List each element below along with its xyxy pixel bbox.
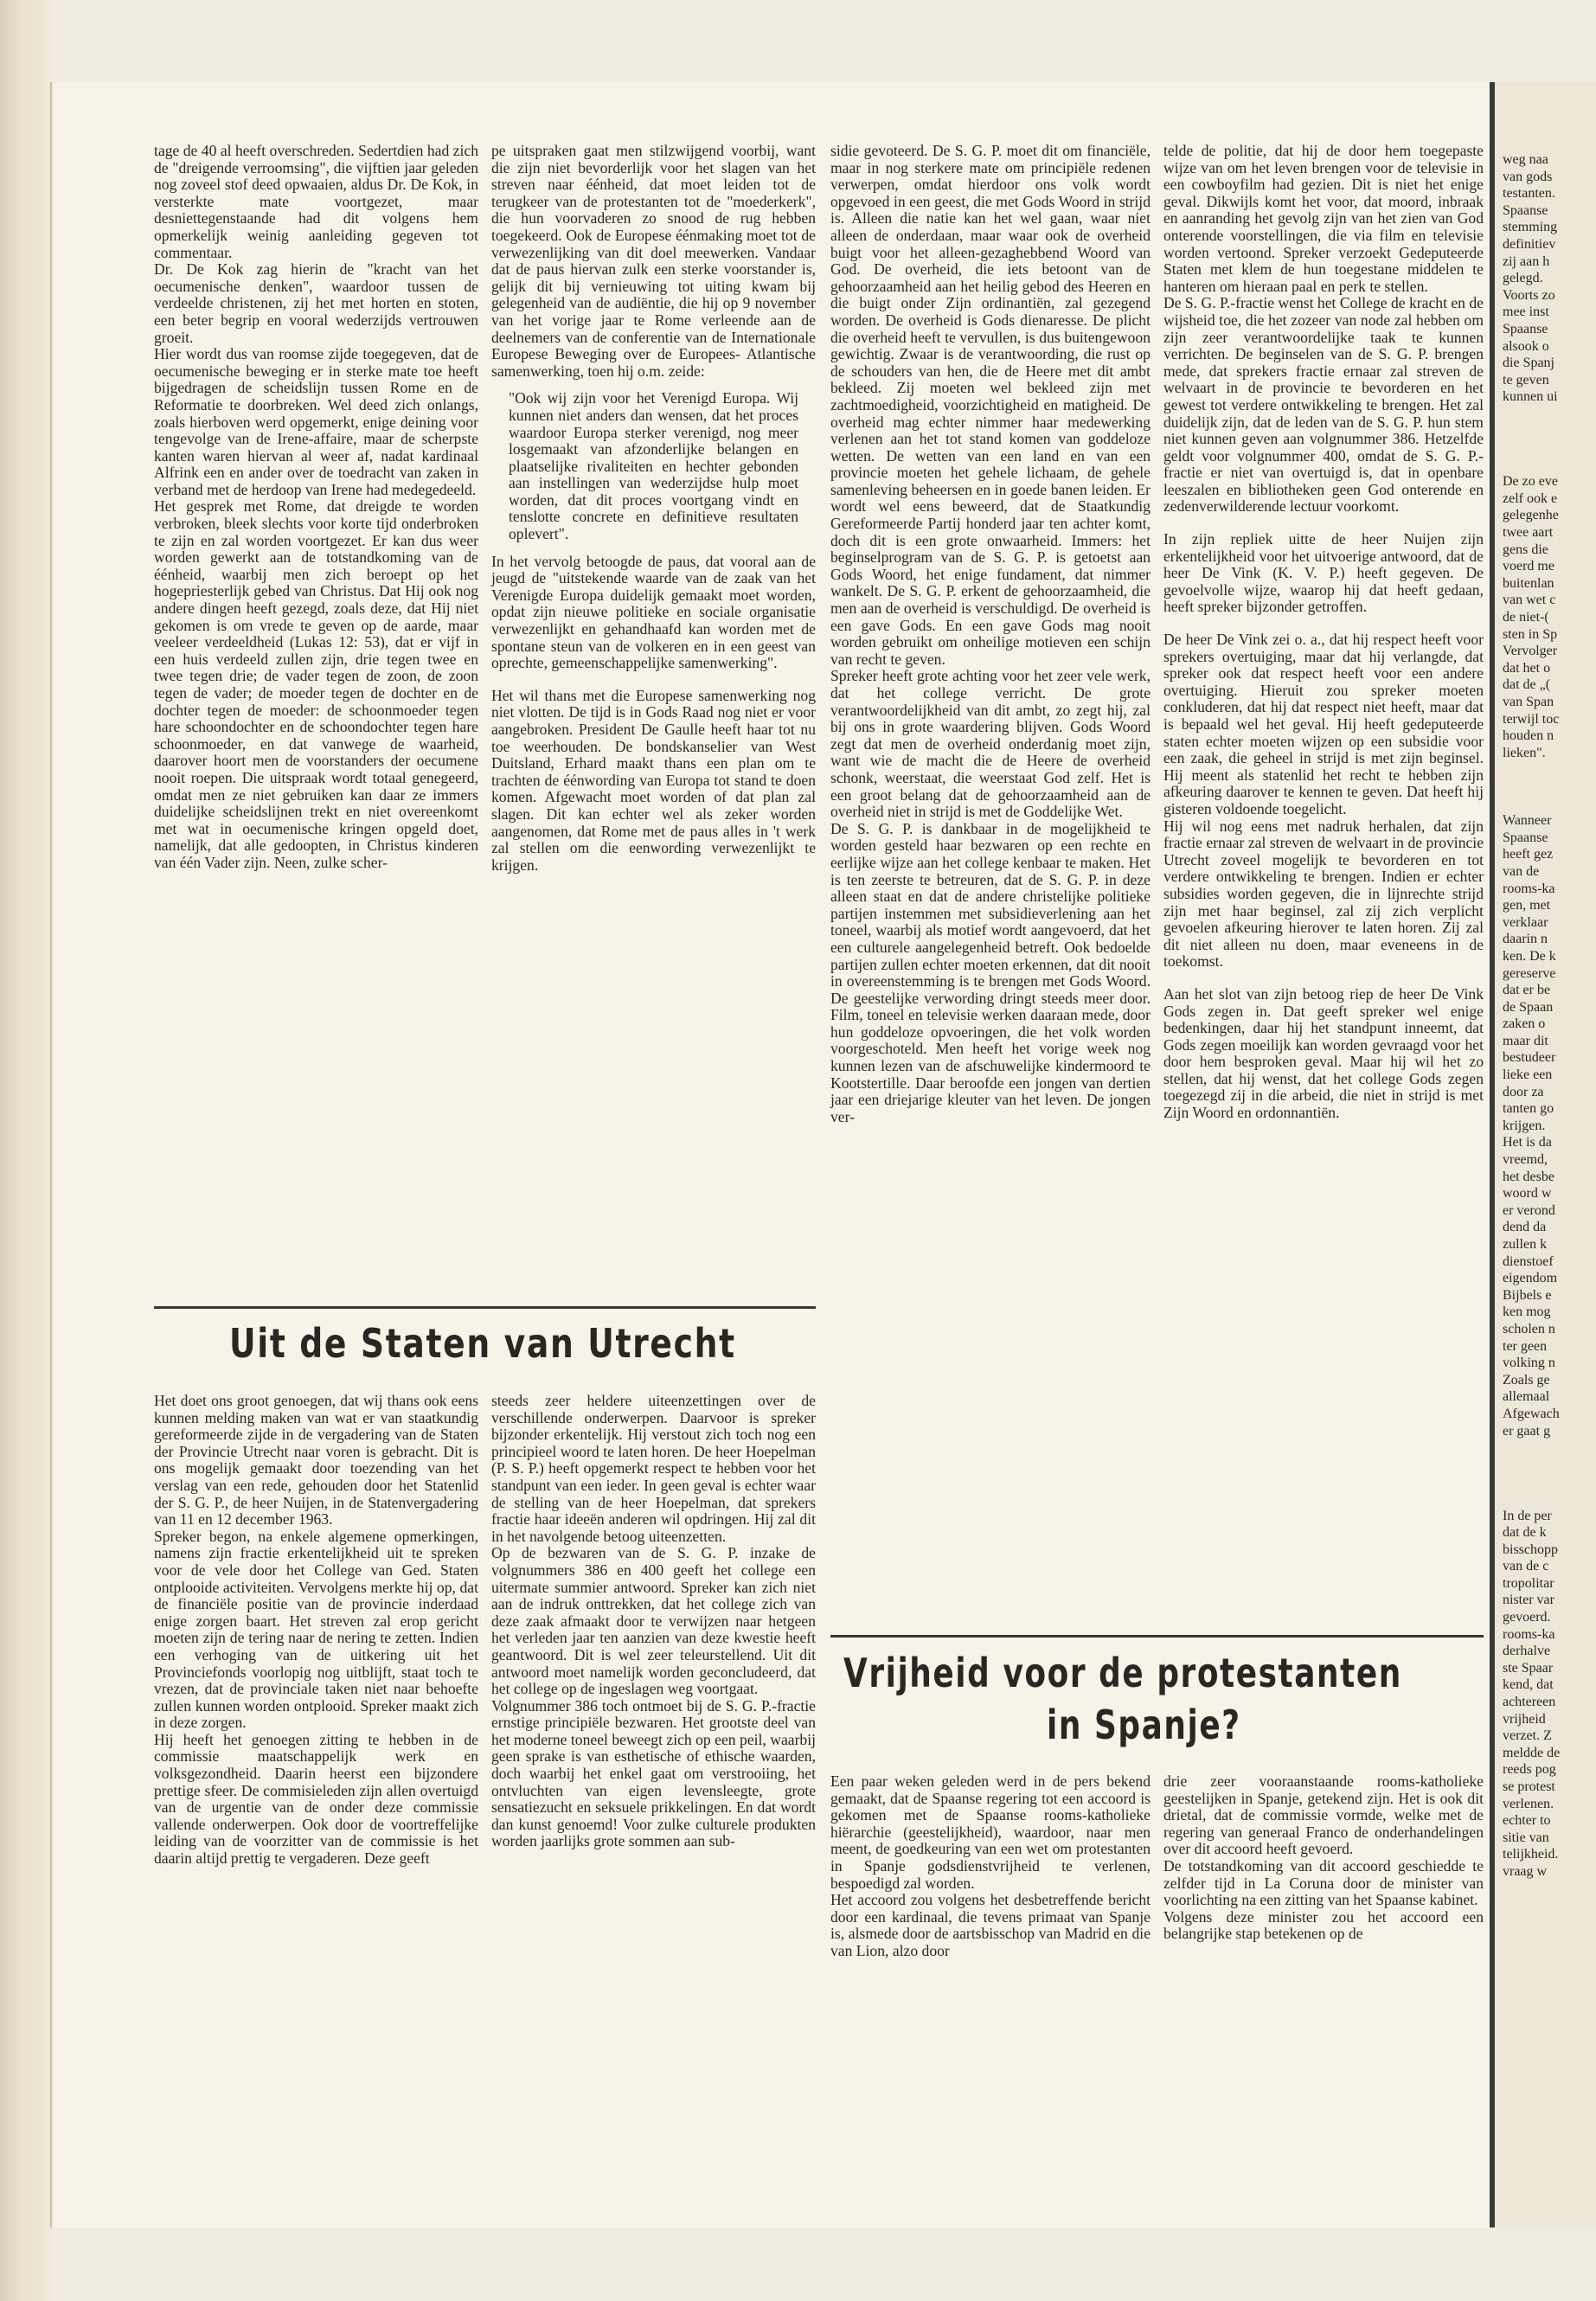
paragraph: Op de bezwaren van de S. G. P. inzake de volgnummers 386 en 400 geeft het college een uitermate summier antwoord. Spreker kan zich niet aan de indruk onttrekken, dat het college zich van deze zaak afmaakt door te verwijzen naar hetgeen het verleden jaar ten aanzien van deze kwestie heeft geantwoord. Dit is wel zeer teleurstellend. Uit dit antwoord moet namelijk worden geconcludeerd, dat het college op de ingeslagen weg voortgaat.: [491, 1544, 816, 1698]
fragment-line: gelegd.: [1503, 271, 1543, 286]
column-3-top: [830, 143, 1151, 1125]
paragraph: Hij wil nog eens met nadruk herhalen, dat zijn fractie ernaar zal streven de welvaart in de provincie Utrecht zoveel mogelijk te bevorderen en tot verdere ontwikkeling te brengen. Indien er echter subsidies worden gegeven, die in lijnrechte strijd zijn met haar beginsel, zal zij zich verplicht gevoelen afkeuring hierover te laten horen. Zij zal dit niet alleen nu doen, maar eveneens in de toekomst.: [1163, 817, 1484, 971]
fragment-line: die Spanj: [1503, 356, 1554, 371]
paragraph: Volgnummer 386 toch ontmoet bij de S. G. P.-fractie ernstige principiële bezwaren. Het grootste deel van het moderne toneel beweegt zich op een peil, waarbij geen sprake is van esthetische of ethische waarden, doch waarbij het enkel gaat om verstrooiing, het ontvluchten van eigen levensleegte, grote sensatiezucht en seksuele prikkelingen. En dat wordt dan kunst genoemd! Voor zulke culturele produkten worden jaarlijks grote sommen aan sub-: [491, 1696, 816, 1850]
column-2-bottom: [491, 1393, 816, 1850]
paragraph: Het gesprek met Rome, dat dreigde te worden verbroken, bleek slechts voor korte tijd onderbroken te zijn en zal worden voortgezet. Er kan dus weer worden gewerkt aan de totstandkoming van de éénheid, waarbij men zich beroept op het hogepriesterlijk gebed van Christus. Dat Hij ook nog andere dingen heeft gezegd, zoals deze, dat Hij niet gekomen is om vrede te geven op de aarde, maar veeleer verdeeldheid (Lukas 12: 53), dat er vijf in een huis verdeeld zullen zijn, drie tegen twee en twee tegen drie; de vader tegen de zoon, de zoon tegen de vader; de moeder tegen de dochter en de dochter tegen de moeder: de schoonmoeder tegen hare schoondochter en de schoondochter tegen hare schoonmoeder, en dat vanwege de waarheid, daarover hoort men de voorstanders der oecumene nooit roepen. Die uitspraak wordt totaal genegeerd, omdat men ze niet gebruiken kan daar ze immers duidelijke scheidslijnen trekt en niet overeenkomt met wat in oecumenische kringen opgeld doet, namelijk, dat alle gedoopten, in Christus kinderen van één Vader zijn. Neen, zulke scher-: [154, 497, 478, 871]
paragraph: De S. G. P. is dankbaar in de mogelijkheid te worden gesteld haar bezwaren op een rechte en eerlijke wijze aan het college kenbaar te maken. Het is ten zeerste te betreuren, dat de S. G. P. in deze alleen staat en dat de andere christelijke politieke partijen instemmen met subsidieverlening aan het toneel, waarbij als motief wordt aangevoerd, dat het een culturele aangelegenheid betreft. Ook bedoelde partijen zullen echter moeten erkennen, dat dit nooit in overeenstemming is te brengen met Gods Woord. De geestelijke verwording dringt steeds meer door. Film, toneel en televisie werken daaraan mede, door hun goddeloze opvoeringen, die het volk worden voorgeschoteld. Men heeft het vorige week nog kunnen lezen van de afschuwelijke kindermoord te Kootstertille. Daar beroofde een jongen van dertien jaar een driejarige kleuter van het leven. De jongen ver-: [830, 819, 1151, 1125]
paragraph: tage de 40 al heeft overschreden. Sedertdien had zich de "dreigende verroomsing", die vijftien jaar geleden nog zoveel stof deed opwaaien, aldus Dr. De Kok, in versterkte mate voortgezet, maar desniettegenstaande had dit volgens hem opmerkelijk weinig aanleiding gegeven tot commentaar.: [154, 142, 478, 261]
paragraph: Hier wordt dus van roomse zijde toegegeven, dat de oecumenische beweging er in sterke mate toe heeft bijgedragen de scheidslijn tussen Rome en de Reformatie te doorbreken. Wel deed zich onlangs, zoals hierboven werd opgemerkt, enige deining voor tengevolge van de Irene-affaire, maar de scherpste kanten waren hiervan al weer af, nadat kardinaal Alfrink een en ander over de toedracht van zaken in verband met de herdoop van Irene had medegedeeld.: [154, 345, 478, 498]
paragraph: In zijn repliek uitte de heer Nuijen zijn erkentelijkheid voor het uitvoerige antwoord, dat de heer De Vink (K. V. P.) heeft gegeven. De gevoelvolle wijze, waarop hij dat heeft gedaan, heeft spreker bijzonder getroffen.: [1163, 530, 1484, 616]
column-4-bottom: [1163, 1773, 1484, 1943]
fragment-line: reeds pog: [1503, 1762, 1556, 1778]
fragment-line: kunnen ui: [1503, 389, 1558, 405]
fragment-line: te geven: [1503, 372, 1549, 388]
fragment-line: Het is da: [1503, 1135, 1552, 1150]
fragment-line: Vervolger: [1503, 644, 1558, 659]
column-1-bottom: [154, 1393, 478, 1868]
fragment-line: ter geen: [1503, 1338, 1548, 1354]
next-page-column-fragment: [1503, 151, 1593, 2193]
fragment-line: rooms-ka: [1503, 881, 1555, 896]
fragment-line: zullen k: [1503, 1237, 1548, 1252]
fragment-line: dat er be: [1503, 983, 1551, 998]
fragment-line: Spaanse: [1503, 321, 1548, 336]
fragment-line: echter to: [1503, 1813, 1551, 1829]
fragment-line: krijgen.: [1503, 1118, 1546, 1133]
fragment-line: heeft gez: [1503, 847, 1554, 862]
column-3-bottom: [830, 1773, 1151, 1960]
fragment-line: dend da: [1503, 1220, 1547, 1235]
fragment-line: er gaat g: [1503, 1423, 1551, 1439]
fragment-line: vraag w: [1503, 1863, 1548, 1879]
fragment-line: vreemd,: [1503, 1152, 1548, 1168]
fragment-line: [1503, 761, 1593, 779]
fragment-line: verzet. Z: [1503, 1728, 1552, 1744]
fragment-line: van de c: [1503, 1559, 1549, 1574]
fragment-line: [1503, 1457, 1593, 1474]
fragment-line: volking n: [1503, 1356, 1555, 1371]
fragment-line: scholen n: [1503, 1321, 1555, 1336]
fragment-line: houden n: [1503, 728, 1554, 744]
fragment-line: definitiev: [1503, 236, 1556, 252]
paragraph: drie zeer vooraanstaande rooms-katholieke geestelijken in Spanje, getekend zijn. Het is ook dit drietal, dat de commissie vormde, welke met de regering van generaal Franco de onderhandelingen over dit accoord heeft gevoerd.: [1163, 1772, 1484, 1858]
fragment-line: gens die: [1503, 542, 1548, 557]
fragment-line: er verond: [1503, 1202, 1555, 1218]
fragment-line: telijkheid.: [1503, 1847, 1559, 1862]
paragraph: Hij heeft het genoegen zitting te hebben in de commissie maatschappelijk werk en volksgezondheid. Daarin heerst een bijzondere prettige sfeer. De commisieleden zijn allen overtuigd van de urgentie van de onder deze commissie vallende onderwerpen. Ook door de voortreffelijke leiding van de voorzitter van de commissie is het daarin altijd prettig te vergaderen. Deze geeft: [154, 1730, 478, 1868]
fragment-line: [1503, 439, 1593, 457]
fragment-line: gereserve: [1503, 965, 1556, 981]
paragraph: De totstandkoming van dit accoord geschiedde te zelfder tijd in La Coruna door de minister van voorlichting na een zitting van het Spaanse kabinet.: [1163, 1856, 1484, 1909]
fragment-line: In de per: [1503, 1508, 1552, 1523]
fragment-line: [1503, 1490, 1593, 1508]
paragraph: telde de politie, dat hij de door hem toegepaste wijze van om het leven brengen voor de televisie in een cowboyfilm had gezien. Dit is niet het enige geval. Dikwijls komt het voor, dat moord, inbraak en aanranding het gevolg zijn van het zien van God onterende voorstellingen, die via film en televisie worden vertoond. Spreker verzoekt Gedeputeerde Staten met klem de hun toegestane middelen te hanteren om hieraan paal en perk te stellen.: [1163, 142, 1484, 295]
fragment-line: zelf ook e: [1503, 490, 1558, 506]
fragment-line: van Span: [1503, 695, 1554, 709]
fragment-line: ste Spaar: [1503, 1660, 1554, 1676]
fragment-line: meldde de: [1503, 1745, 1561, 1760]
fragment-line: terwijl toc: [1503, 711, 1560, 727]
fragment-line: eigendom: [1503, 1271, 1558, 1286]
fragment-line: gevoerd.: [1503, 1610, 1551, 1625]
pope-quote: "Ook wij zijn voor het Verenigd Europa. Wij kunnen niet anders dan wensen, dat het proces waardoor Europa sterker verenigd, nog meer losgemaakt van afzonderlijke belangen en plaatselijke rivaliteiten en hechter gebonden aan instellingen van wederzijdse hulp moet worden, dat dit proces voortgang vindt en tenslotte concrete en definitieve resultaten oplevert".: [509, 389, 798, 543]
paragraph: Spreker begon, na enkele algemene opmerkingen, namens zijn fractie erkentelijkheid uit te spreken voor de vele door het College van Ged. Staten ontplooide activiteiten. Vervolgens merkte hij op, dat de financiële positie van de provincie inderdaad enige zorgen baart. Het streven zal erop gericht moeten zijn de tering naar de nering te zetten. Indien een verhoging van de uitkering uit het Provinciefonds voorlopig nog uitblijft, staat toch te vrezen, dat de provinciale taken niet naar behoefte zullen kunnen worden ontplooid. Spreker maakt zich in deze zorgen.: [154, 1527, 478, 1732]
fragment-line: weg naa: [1503, 152, 1548, 167]
paragraph: Aan het slot van zijn betoog riep de heer De Vink Gods zegen in. Dat geeft spreker wel enige bedenkingen, daar hij het standpunt inneemt, dat Gods zegen moeilijk kan worden gevraagd voor het door hem besproken geval. Maar hij wil het zo stellen, dat hij wenst, dat het college Gods zegen toegezegd zij in die arbeid, die niet in strijd is met Zijn Woord en ordonnantiën.: [1163, 984, 1484, 1122]
fragment-line: lieke een: [1503, 1067, 1553, 1083]
headline-spain-line-1: Vrijheid voor de protestanten: [843, 1650, 1402, 1696]
paragraph: pe uitspraken gaat men stilzwijgend voorbij, want die zijn niet bevorderlijk voor het slagen van het streven naar éénheid, dat moet leiden tot de terugkeer van de protestanten tot de "moederkerk", die hun voorvaderen zo snood de rug hebben toegekeerd. Ook de Europese éénmaking moet tot de verwezenlijking van dit doel meewerken. Vandaar dat de paus hiervan zulk een sterke voorstander is, gelijk dit bij vernieuwing tot uiting kwam bij gelegenheid van de audiëntie, die hij op 9 november van het vorige jaar te Rome verleende aan de deelnemers van de conferentie van de Internationale Europese Beweging over de Europees- Atlantische samenwerking, toen hij o.m. zeide:: [491, 142, 816, 380]
fragment-line: van de: [1503, 863, 1540, 879]
fragment-line: [1503, 796, 1593, 813]
fragment-line: dat het o: [1503, 660, 1551, 676]
headline-spain-line-2: in Spanje?: [1047, 1702, 1241, 1748]
fragment-line: stemming: [1503, 220, 1558, 235]
fragment-line: Afgewach: [1503, 1406, 1560, 1421]
headline-utrecht: Uit de Staten van Utrecht: [229, 1320, 736, 1367]
fragment-line: door za: [1503, 1084, 1544, 1099]
paragraph: Het doet ons groot genoegen, dat wij thans ook eens kunnen melding maken van wat er van staatkundig gereformeerde zijde in de vergadering van de Staten der Provincie Utrecht naar voren is gebracht. Dit is ons mogelijk gemaakt door toezending van het verslag van een rede, gehouden door het Statenlid der S. G. P., de heer Nuijen, in de Statenvergadering van 11 en 12 december 1963.: [154, 1392, 478, 1529]
section-divider: [830, 1635, 1484, 1638]
fragment-line: mee inst: [1503, 304, 1549, 320]
paragraph: Het wil thans met die Europese samenwerking nog niet vlotten. De tijd is in Gods Raad nog niet er voor aangebroken. President De Gaulle heeft haar tot nu toe weerhouden. De bondskanselier van West Duitsland, Erhard maakt thans een plan om te trachten de éénwording van Europa tot stand te doen komen. Afgewacht moet worden of dat plan zal slagen. Dit kan echter wel als zeker worden aangenomen, dat Rome met de paus alles in 't werk zal stellen om die eenwording verwezenlijkt te krijgen.: [491, 686, 816, 874]
fragment-line: verlenen.: [1503, 1796, 1554, 1811]
paragraph: sidie gevoteerd. De S. G. P. moet dit om financiële, maar in nog sterkere mate om principiële redenen verwerpen, omdat hierdoor ons volk wordt opgevoed in een geest, die met Gods Woord in strijd is. Alleen die natie kan het wel gaan, waar niet alleen de onderdaan, maar waar ook de overheid buigt voor het alleen-gezaghebbend Woord van God. De overheid, die iets betoont van de gehoorzaamheid aan het heilig gebod des Heeren en die buigt onder Zijn ordinantiën, zal gezegend worden. De overheid is Gods dienaresse. De plicht die overheid heeft te vervullen, is dus buitengewoon gewichtig. Zwaar is de verantwoording, die rust op de schouders van hen, die de Heere met dit ambt bekleed. Zij moeten wel bekleed zijn met zachtmoedigheid, voorzichtigheid en matigheid. De overheid mag echter nimmer haar medewerking verlenen aan het tot stand komen van goddeloze wetten. De wetten van een land en van een provincie moeten het gehele lichaam, de gehele samenleving beheersen en in goede banen leiden. Er wordt wel eens beweerd, dat de Staatkundig Gereformeerde Partij honderd jaar ten achter komt, doch dit is een grote onwaarheid. Immers: het beginselprogram van de S. G. P. is getoetst aan Gods Woord, het enige fundament, dat nimmer wankelt. De S. G. P. erkent de gehoorzaamheid, die men aan de overheid is verschuldigd. De overheid is een gave Gods. En een gave Gods mag nooit worden gebruikt om onheilige motieven een schijn van recht te geven.: [830, 142, 1151, 668]
fragment-line: ken. De k: [1503, 948, 1556, 964]
column-1-top: [154, 143, 478, 872]
paragraph: De heer De Vink zei o. a., dat hij respect heeft voor sprekers overtuiging, maar dat hij verlangde, dat spreker ook dat respect heeft voor een andere overtuiging. Hieruit zou spreker moeten conkluderen, dat hij dat respect niet heeft, maar dat is bepaald wel het geval. Hij heeft gedeputeerde staten echter moeten wijzen op een subsidie voor een zaak, die geheel in strijd is met zijn beginsel. Hij meent als statenlid het recht te hebben zijn afkeuring daarover te kennen te geven. Dat heeft hij gisteren voldoende toegelicht.: [1163, 631, 1484, 817]
fragment-line: testanten.: [1503, 186, 1555, 202]
fragment-line: van gods: [1503, 169, 1553, 184]
fragment-line: gelegenhe: [1503, 508, 1559, 523]
fragment-line: [1503, 457, 1593, 474]
fragment-line: maar dit: [1503, 1033, 1548, 1048]
fragment-line: [1503, 406, 1593, 423]
fragment-line: achtereen: [1503, 1695, 1556, 1710]
fragment-line: [1503, 779, 1593, 796]
paragraph: In het vervolg betoogde de paus, dat vooral aan de jeugd de "uitstekende waarde van de zaak van het Verenigde Europa duidelijk gemaakt moet worden, opdat zijn nieuwe politieke en sociale organisatie verwezenlijkt en gehandhaafd kan worden met de spontane steun van de volkeren en in een geest van oprechte, gemeenschappelijke samenwerking".: [491, 552, 816, 672]
fragment-line: Zoals ge: [1503, 1372, 1550, 1388]
fragment-line: bestudeer: [1503, 1050, 1556, 1066]
column-2-top: [491, 143, 816, 874]
fragment-line: de niet-(: [1503, 610, 1549, 625]
fragment-line: alsook o: [1503, 338, 1549, 354]
fragment-line: [1503, 423, 1593, 440]
paragraph: Dr. De Kok zag hierin de "kracht van het oecumenische denken", waardoor tussen de verdeelde christenen, zij het met horten en stoten, een beter begrip en vooral wederzijds vertrouwen groeit.: [154, 260, 478, 346]
fragment-line: sten in Sp: [1503, 626, 1558, 642]
paragraph: steeds zeer heldere uiteenzettingen over de verschillende onderwerpen. Daarvoor is spreker bijzonder erkentelijk. Hij verstout zich toch nog een principieel woord te laten horen. De heer Hoepelman (P. S. P.) heeft opgemerkt respect te hebben voor het standpunt van een ieder. In geen geval is echter waar de stelling van de heer Hoepelman, dat sprekers fractie haar ideeën anderen wil opdringen. Hij zal dit in het navolgende betoog uiteenzetten.: [491, 1392, 816, 1545]
binding-spine: [0, 0, 52, 2301]
fragment-line: se protest: [1503, 1779, 1555, 1794]
fragment-line: [1503, 1473, 1593, 1490]
fragment-line: Spaanse: [1503, 830, 1548, 845]
fragment-line: [1503, 1439, 1593, 1457]
fragment-line: Voorts zo: [1503, 287, 1555, 303]
fragment-line: van wet c: [1503, 593, 1556, 608]
fragment-line: voerd me: [1503, 559, 1554, 574]
fragment-line: dat de k: [1503, 1525, 1547, 1541]
fragment-line: sitie van: [1503, 1830, 1549, 1845]
fragment-line: dat de „(: [1503, 677, 1551, 693]
fragment-line: dienstoef: [1503, 1253, 1554, 1269]
section-divider: [154, 1306, 816, 1309]
paragraph: Spreker heeft grote achting voor het zeer vele werk, dat het college verricht. De grote verantwoordelijkheid van dit ambt, zo zegt hij, zal bij ons in grote waardering blijven. Gods Woord zegt dat men de overheid onderdanig moet zijn, want wie de macht die de Heere de overheid schonk, weerstaat, die weerstaat God zelf. Het is een groot belang dat de gehoorzaamheid aan de overheid niet in strijd is met de Goddelijke Wet.: [830, 667, 1151, 821]
fragment-line: Bijbels e: [1503, 1287, 1552, 1303]
fragment-line: lieken".: [1503, 745, 1546, 760]
fragment-line: Spaanse: [1503, 202, 1548, 218]
fragment-line: woord w: [1503, 1186, 1552, 1202]
fragment-line: tanten go: [1503, 1101, 1554, 1117]
fragment-line: gen, met: [1503, 898, 1551, 913]
fragment-line: allemaal: [1503, 1389, 1550, 1405]
fragment-line: ken mog: [1503, 1304, 1551, 1320]
paragraph: De S. G. P.-fractie wenst het College de kracht en de wijsheid toe, die het zozeer van node zal hebben om zijn zeer verantwoordelijke taak te kunnen verrichten. De beginselen van de S. G. P. brengen mede, dat sprekers fractie ernaar zal streven de welvaart in de provincie te bevorderen en het gewest tot verdere ontwikkeling te brengen. Het zal duidelijk zijn, dat de leden van de S. G. P. hun stem niet kunnen geven aan volgnummer 386. Hetzelfde geldt voor volgnummer 400, omdat de S. G. P.-fractie er niet van overtuigd is, dat in openbare leeszalen en bibliotheken geen God onterende en zedenverwilderende lectuur voorkomt.: [1163, 294, 1484, 516]
fragment-line: derhalve: [1503, 1644, 1551, 1659]
fragment-line: zaken o: [1503, 1016, 1546, 1032]
paragraph: Een paar weken geleden werd in de pers bekend gemaakt, dat de Spaanse regering tot een accoord is gekomen met de Spaanse rooms-katholieke hiërarchie (geestelijkheid), waardoor, naar men meent, de goedkeuring van een wet om protestanten in Spanje godsdienstvrijheid te verlenen, bespoedigd zal worden.: [830, 1772, 1151, 1892]
fragment-line: nister var: [1503, 1593, 1554, 1608]
fragment-line: bisschopp: [1503, 1541, 1558, 1557]
fragment-line: vrijheid: [1503, 1711, 1546, 1727]
fragment-line: zij aan h: [1503, 253, 1550, 269]
fragment-line: buitenlan: [1503, 575, 1554, 591]
fragment-line: De zo eve: [1503, 474, 1558, 490]
fragment-line: Wanneer: [1503, 813, 1552, 829]
fragment-line: de Spaan: [1503, 999, 1554, 1015]
fragment-line: verklaar: [1503, 914, 1548, 930]
fragment-line: daarin n: [1503, 932, 1548, 947]
fragment-line: tropolitar: [1503, 1575, 1554, 1591]
paragraph: Het accoord zou volgens het desbetreffende bericht door een kardinaal, die tevens primaat van Spanje is, alsmede door de aartsbisschop van Madrid en die van Lion, alzo door: [830, 1891, 1151, 1959]
fragment-line: kend, dat: [1503, 1677, 1554, 1693]
fragment-line: rooms-ka: [1503, 1626, 1555, 1642]
fragment-line: het desbe: [1503, 1169, 1554, 1184]
paragraph: Volgens deze minister zou het accoord een belangrijke stap betekenen op de: [1163, 1907, 1484, 1943]
fragment-line: twee aart: [1503, 525, 1554, 541]
column-4-top: [1163, 143, 1484, 1122]
binding-edge-line: [50, 82, 52, 2227]
